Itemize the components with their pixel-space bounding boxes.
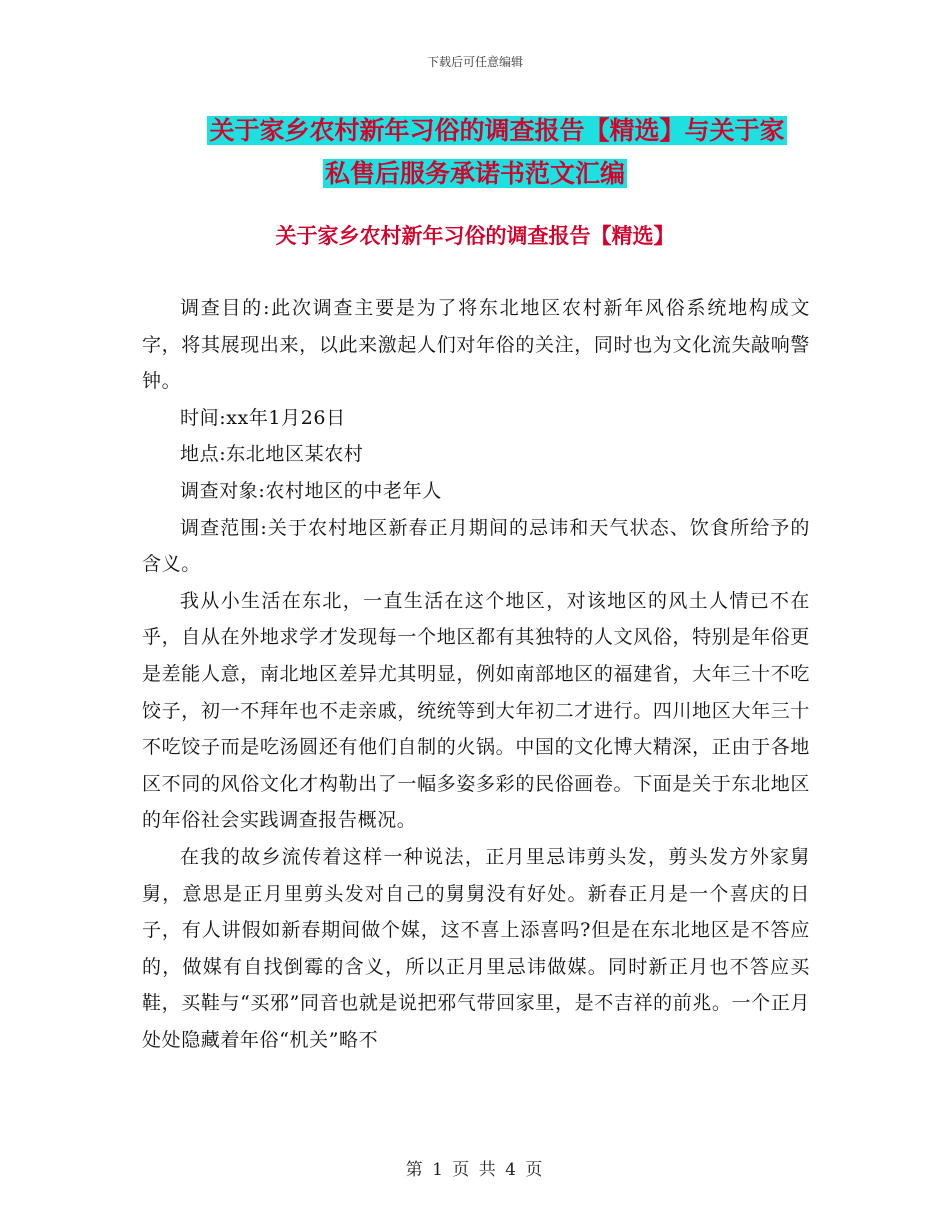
document-title-text-1: 关于家乡农村新年习俗的调查报告【精选】与关于家	[209, 116, 785, 145]
paragraph-purpose: 调查目的:此次调查主要是为了将东北地区农村新年风俗系统地构成文字，将其展现出来，以此来激起人们对年俗的关注，同时也为文化流失敲响警钟。	[142, 297, 810, 393]
document-title-line-2	[0, 156, 950, 192]
document-title-line-1	[22, 113, 950, 149]
paragraph-scope: 调查范围:关于农村地区新春正月期间的忌讳和天气状态、饮食所给予的含义。	[142, 516, 810, 576]
section-title: 关于家乡农村新年习俗的调查报告【精选】	[275, 224, 675, 248]
document-body	[142, 290, 810, 1058]
paragraph-time: 时间:xx年1月26日	[180, 406, 346, 429]
paragraph-subject: 调查对象:农村地区的中老年人	[180, 479, 442, 502]
paragraph-customs: 在我的故乡流传着这样一种说法，正月里忌讳剪头发，剪头发方外家舅舅，意思是正月里剪头发对自己的舅舅没有好处。新春正月是一个喜庆的日子，有人讲假如新春期间做个媒，这不喜上添喜吗?但是在东北地区是不答应的，做媒有自找倒霉的含义，所以正月里忌讳做媒。同时新正月也不答应买鞋，买鞋与“买邪”同音也就是说把邪气带回家里，是不吉祥的前兆。一个正月处处隐藏着年俗“机关”略不	[142, 845, 810, 1051]
page-footer: 第 1 页 共 4 页	[405, 1160, 545, 1180]
document-title-text-2: 私售后服务承诺书范文汇编	[324, 159, 625, 188]
paragraph-location: 地点:东北地区某农村	[180, 443, 364, 466]
paragraph-background: 我从小生活在东北，一直生活在这个地区，对该地区的风土人情已不在乎，自从在外地求学才发现每一个地区都有其独特的人文风俗，特别是年俗更是差能人意，南北地区差异尤其明显，例如南部地区的福建省，大年三十不吃饺子，初一不拜年也不走亲戚，统统等到大年初二才进行。四川地区大年三十不吃饺子而是吃汤圆还有他们自制的火锅。中国的文化博大精深，正由于各地区不同的风俗文化才构勒出了一幅多姿多彩的民俗画卷。下面是关于东北地区的年俗社会实践调查报告概况。	[142, 589, 810, 832]
header-note: 下载后可任意编辑	[426, 55, 523, 69]
